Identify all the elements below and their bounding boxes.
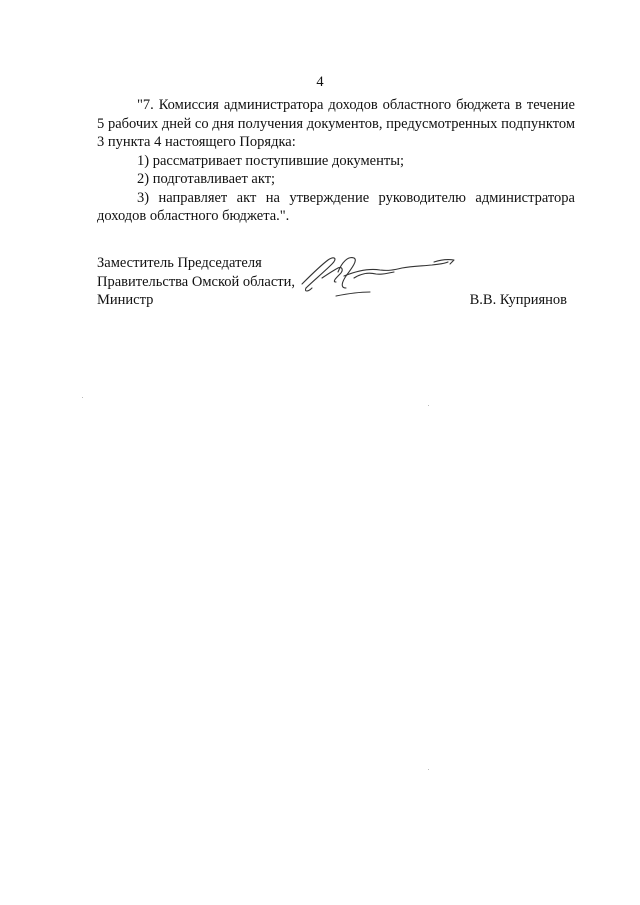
scan-speck: [82, 397, 83, 398]
handwritten-signature: [298, 248, 458, 308]
signatory-position-line-3: Министр: [97, 292, 154, 308]
signatory-position-line-1: Заместитель Председателя: [97, 255, 262, 271]
paragraph-item-7: "7. Комиссия администратора доходов областного бюджета в течение 5 рабочих дней со дня получения документов, предусмотренных подпунктом 3 пункта 4 настоящего Порядка:: [97, 97, 575, 150]
page-number: 4: [316, 74, 324, 90]
signatory-position-line-2: Правительства Омской области,: [97, 273, 295, 290]
list-item-3: 3) направляет акт на утверждение руководителю администратора доходов областного бюджета.".: [97, 189, 575, 224]
scan-speck: [428, 405, 429, 406]
list-item-1: 1) рассматривает поступившие документы;: [137, 152, 404, 169]
scan-speck: [428, 769, 429, 770]
signatory-name: В.В. Куприянов: [469, 292, 567, 308]
list-item-2: 2) подготавливает акт;: [137, 171, 276, 187]
document-body: [97, 96, 575, 226]
